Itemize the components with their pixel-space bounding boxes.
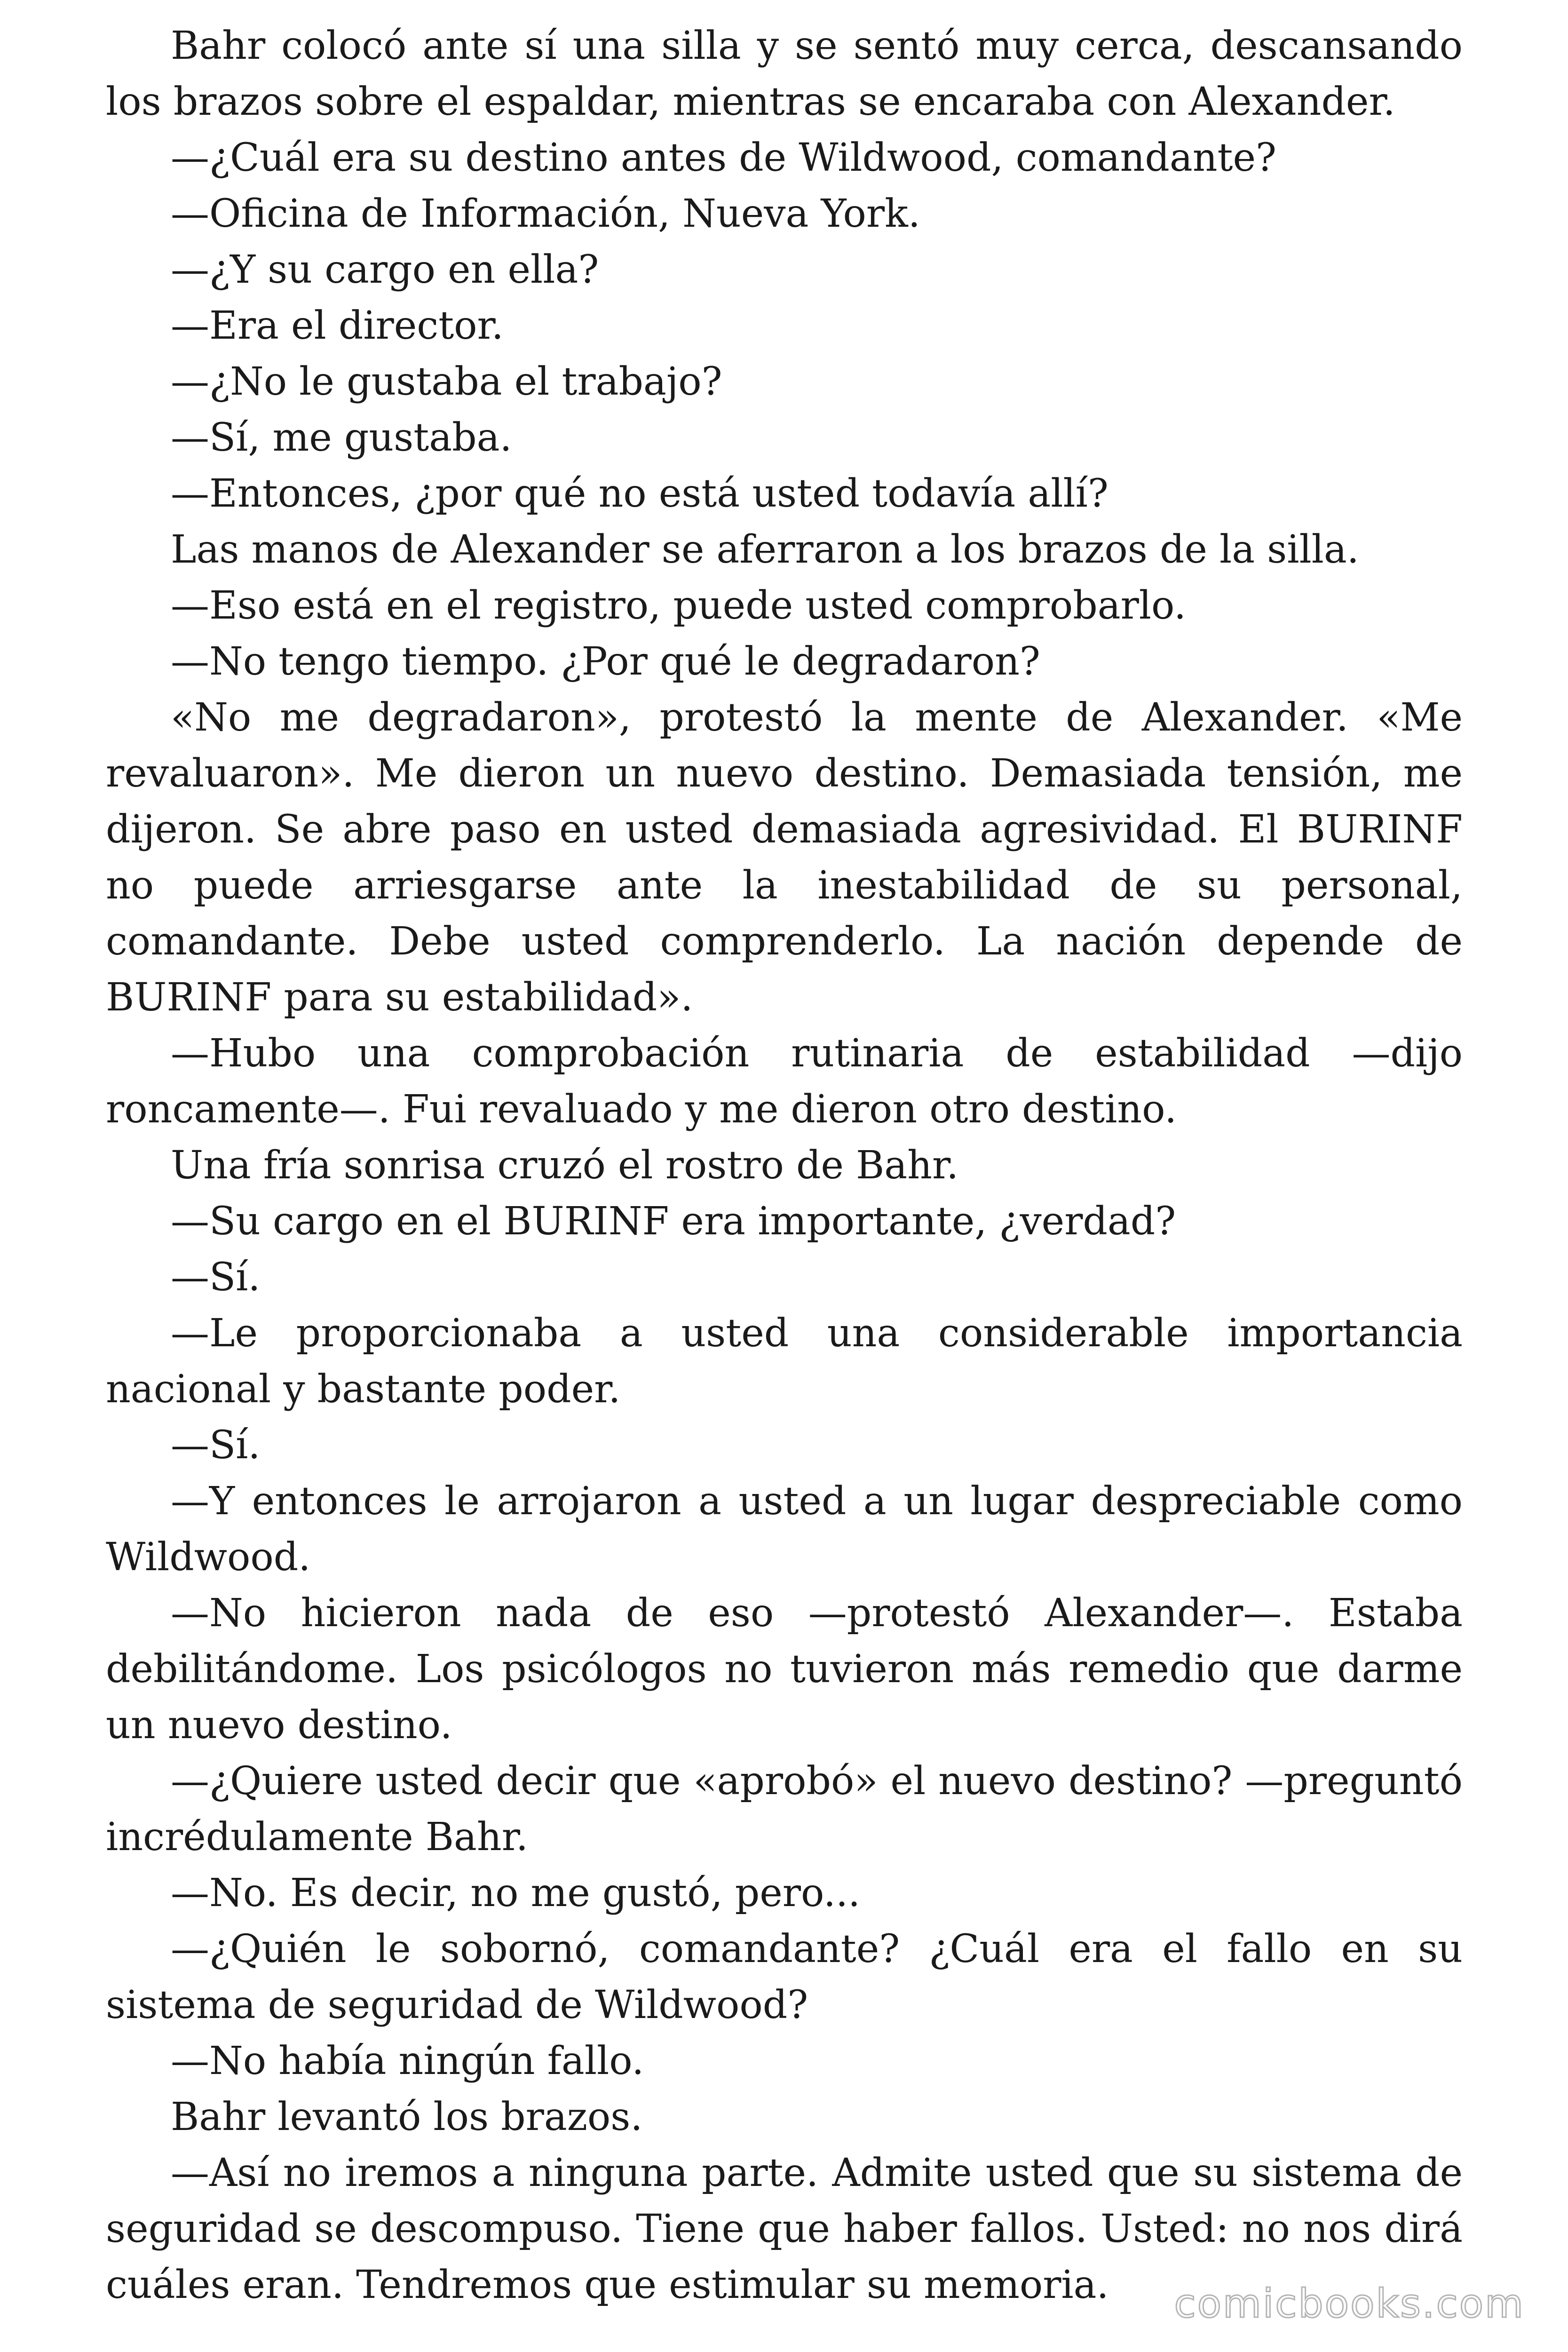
paragraph: —No había ningún fallo.: [171, 2039, 644, 2083]
paragraph: —Hubo una comprobación rutinaria de estabilidad —dijo roncamente—. Fui revaluado y me dieron otro destino.: [106, 1031, 1463, 1132]
paragraph: —Sí.: [171, 1255, 261, 1300]
paragraph: —Su cargo en el BURINF era importante, ¿verdad?: [171, 1199, 1176, 1244]
paragraph: —¿Quiere usted decir que «aprobó» el nuevo destino? —preguntó incrédulamente Bahr.: [106, 1759, 1463, 1859]
paragraph: —Así no iremos a ninguna parte. Admite usted que su sistema de seguridad se descompuso. Tiene que haber fallos. Usted: no nos dirá cuáles eran. Tendremos que estimular su memoria.: [106, 2151, 1463, 2307]
paragraph: —Y entonces le arrojaron a usted a un lugar despreciable como Wildwood.: [106, 1479, 1463, 1580]
paragraph: Una fría sonrisa cruzó el rostro de Bahr.: [171, 1143, 959, 1188]
paragraph: «No me degradaron», protestó la mente de Alexander. «Me revaluaron». Me dieron un nuevo destino. Demasiada tensión, me dijeron. Se abre paso en usted demasiada agresividad. El BURINF no puede arriesgarse ante la inestabilidad de su personal, comandante. Debe usted comprenderlo. La nación depende de BURINF para su estabilidad».: [106, 695, 1463, 1020]
paragraph: —No. Es decir, no me gustó, pero...: [171, 1871, 861, 1915]
paragraph: Bahr levantó los brazos.: [171, 2095, 643, 2139]
watermark: comicbooks.com: [1174, 2280, 1525, 2327]
paragraph: —¿No le gustaba el trabajo?: [171, 359, 722, 404]
book-page: [106, 18, 1463, 2313]
paragraph: —Le proporcionaba a usted una considerable importancia nacional y bastante poder.: [106, 1311, 1463, 1412]
paragraph: —¿Quién le sobornó, comandante? ¿Cuál era el fallo en su sistema de seguridad de Wildwood?: [106, 1927, 1463, 2027]
paragraph: —Sí, me gustaba.: [171, 415, 512, 460]
paragraph: —Eso está en el registro, puede usted comprobarlo.: [171, 583, 1187, 628]
paragraph: Las manos de Alexander se aferraron a los brazos de la silla.: [171, 527, 1359, 572]
paragraph: —Sí.: [171, 1423, 261, 1468]
paragraph: —¿Y su cargo en ella?: [171, 247, 599, 292]
paragraph: —Era el director.: [171, 303, 504, 348]
paragraph: Bahr colocó ante sí una silla y se sentó muy cerca, descansando los brazos sobre el espaldar, mientras se encaraba con Alexander.: [106, 24, 1463, 124]
paragraph: —No hicieron nada de eso —protestó Alexander—. Estaba debilitándome. Los psicólogos no tuvieron más remedio que darme un nuevo destino.: [106, 1591, 1463, 1748]
paragraph: —¿Cuál era su destino antes de Wildwood, comandante?: [171, 135, 1276, 180]
paragraph: —Oficina de Información, Nueva York.: [171, 191, 920, 236]
paragraph: —Entonces, ¿por qué no está usted todavía allí?: [171, 471, 1109, 516]
paragraph: —No tengo tiempo. ¿Por qué le degradaron?: [171, 639, 1040, 684]
